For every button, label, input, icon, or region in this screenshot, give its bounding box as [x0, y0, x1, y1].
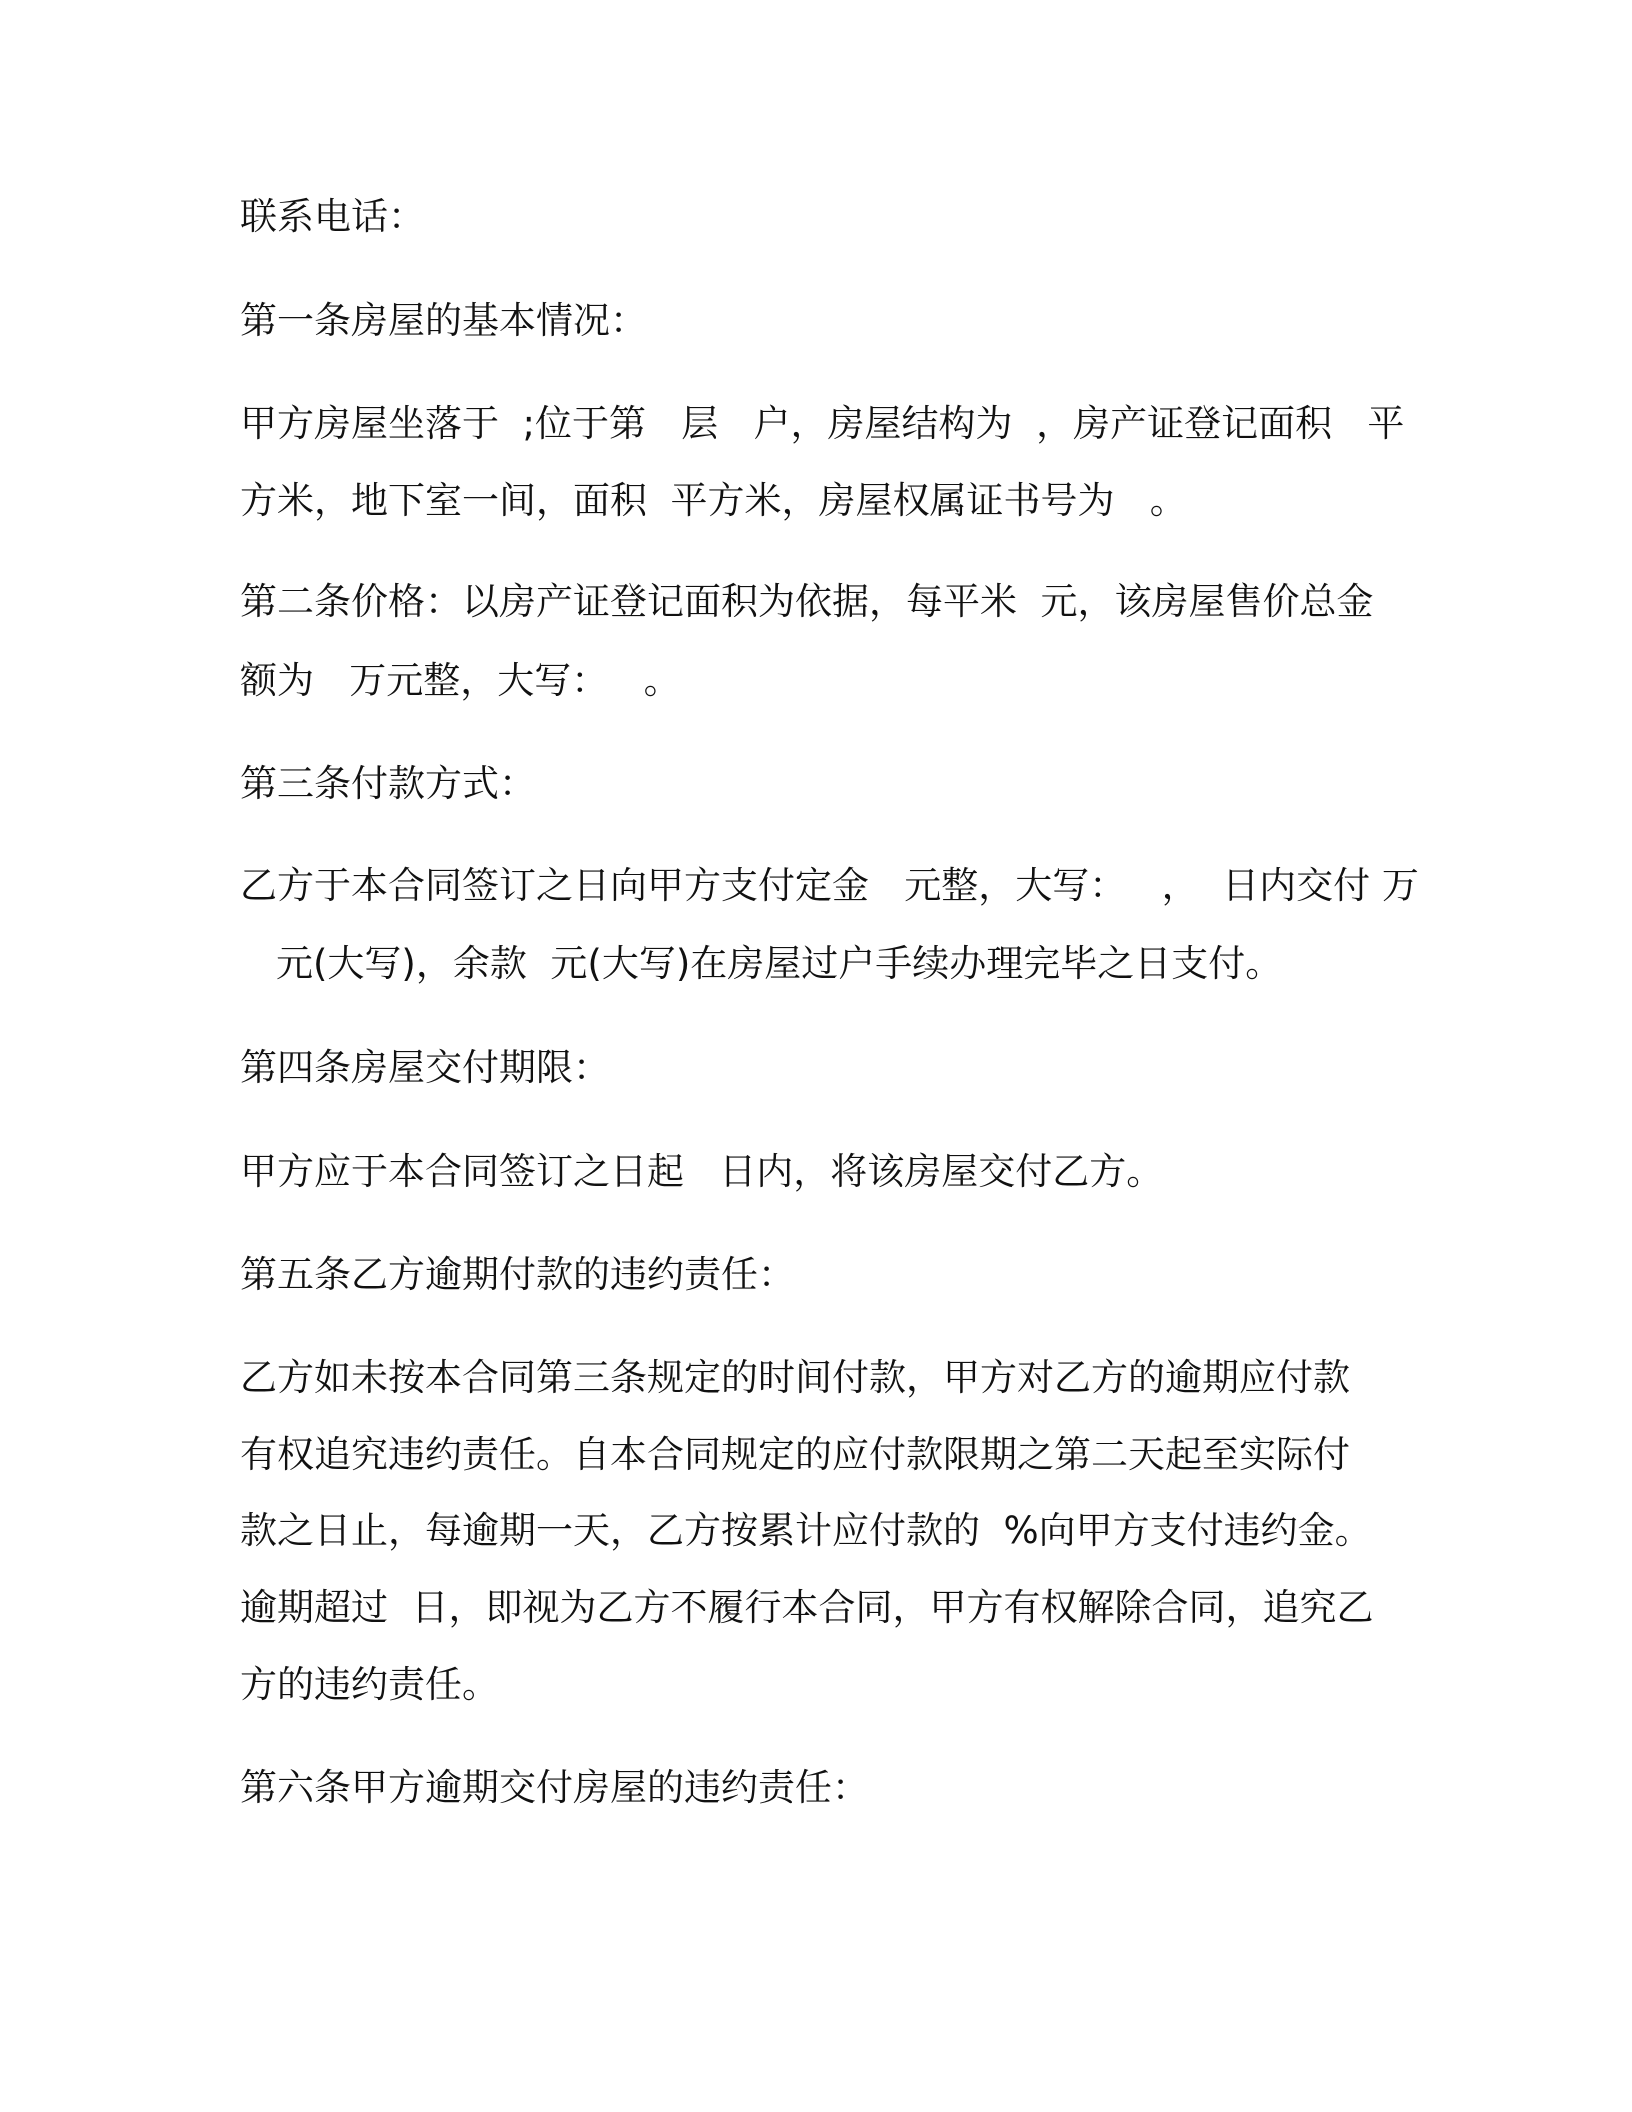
- article-3-text-line-1: 乙方于本合同签订之日向甲方支付定金 元整，大写： ， 日内交付 万: [240, 864, 1419, 907]
- article-6-heading: 第六条甲方逾期交付房屋的违约责任：: [240, 1766, 869, 1809]
- article-4-text: 甲方应于本合同签订之日起 日内，将该房屋交付乙方。: [240, 1150, 1164, 1193]
- article-2-text-line-2: 额为 万元整，大写： 。: [240, 659, 681, 702]
- article-2-text-line-1: 第二条价格：以房产证登记面积为依据，每平米 元，该房屋售价总金: [240, 580, 1374, 623]
- article-3-heading: 第三条付款方式：: [240, 762, 536, 805]
- article-5-heading: 第五条乙方逾期付款的违约责任：: [240, 1253, 795, 1296]
- article-1-text-line-2: 方米，地下室一间，面积 平方米，房屋权属证书号为 。: [240, 479, 1187, 522]
- contact-phone-label: 联系电话：: [240, 195, 425, 238]
- article-5-text-line-2: 有权追究违约责任。自本合同规定的应付款限期之第二天起至实际付: [240, 1433, 1350, 1476]
- article-1-heading: 第一条房屋的基本情况：: [240, 299, 647, 342]
- article-5-text-line-4: 逾期超过 日，即视为乙方不履行本合同，甲方有权解除合同，追究乙: [240, 1586, 1374, 1629]
- article-5-text-line-3: 款之日止，每逾期一天，乙方按累计应付款的 %向甲方支付违约金。: [240, 1509, 1372, 1552]
- article-3-text-line-2: 元(大写)，余款 元(大写)在房屋过户手续办理完毕之日支付。: [276, 942, 1283, 985]
- article-1-text-line-1: 甲方房屋坐落于 ;位于第 层 户，房屋结构为 ，房产证登记面积 平: [240, 402, 1405, 445]
- article-5-text-line-1: 乙方如未按本合同第三条规定的时间付款，甲方对乙方的逾期应付款: [240, 1356, 1350, 1399]
- article-5-text-line-5: 方的违约责任。: [240, 1663, 499, 1706]
- article-4-heading: 第四条房屋交付期限：: [240, 1046, 610, 1089]
